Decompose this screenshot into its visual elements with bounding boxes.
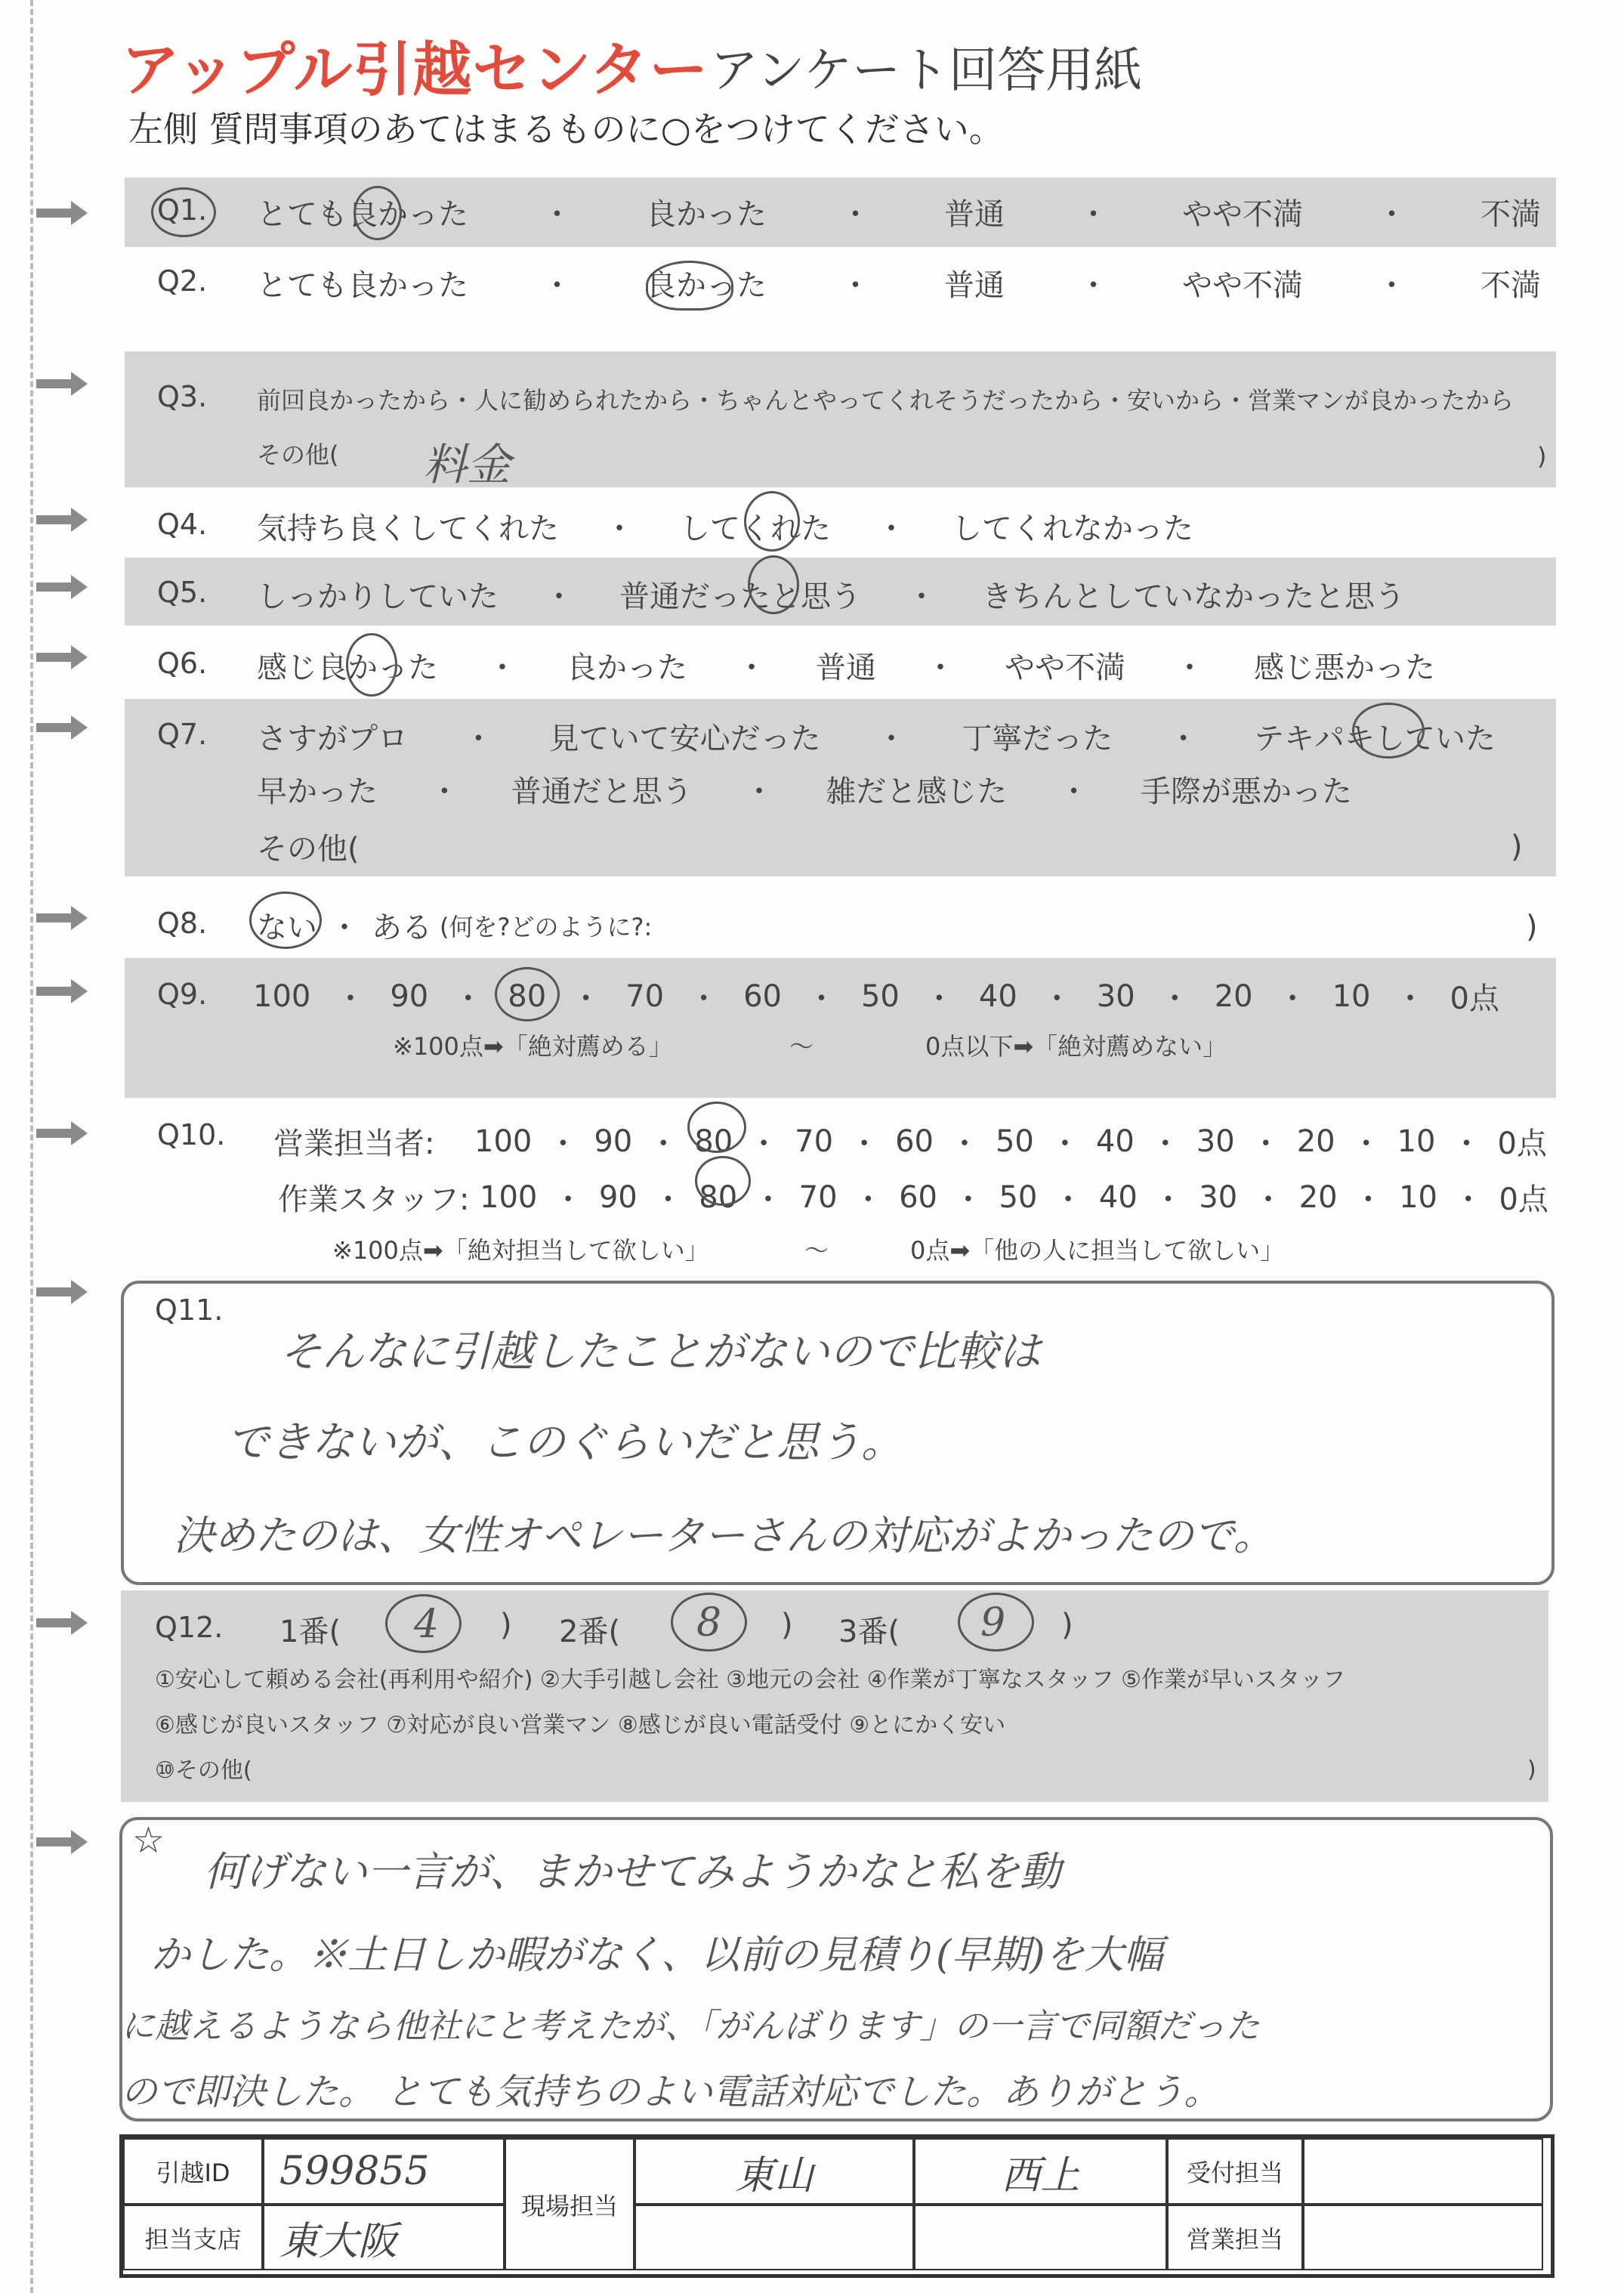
q10-staff-score[interactable]: 80	[699, 1179, 738, 1215]
q9-score[interactable]: 0点	[1450, 981, 1499, 1016]
q10-sales-score[interactable]: 60	[895, 1123, 934, 1159]
q10-sales-answer-mark	[687, 1102, 746, 1153]
q1-options: とても良かった ・ 良かった ・ 普通 ・ やや不満 ・ 不満	[257, 190, 1541, 233]
q9-scores: 100 ・ 90 ・ 80 ・ 70 ・ 60 ・ 50 ・ 40 ・ 30 ・ 20 ・ 10 ・ 0点	[253, 975, 1499, 1018]
arrow-marker	[36, 1827, 89, 1857]
q2-option[interactable]: とても良かった	[257, 268, 468, 303]
q6-options: 感じ良かった ・ 良かった ・ 普通 ・ やや不満 ・ 感じ悪かった	[257, 644, 1435, 687]
move-id-value[interactable]: 599855	[263, 2138, 505, 2205]
q10-sales-score[interactable]: 40	[1095, 1123, 1135, 1159]
q8-sep: ・	[329, 910, 360, 945]
comment-line: かした。※土日しか暇がなく、以前の見積り(早期)を大幅	[151, 1933, 1163, 1978]
q10-label: Q10.	[157, 1118, 226, 1151]
q12-rank3-label: 3番(	[838, 1615, 900, 1649]
q8-answer-mark	[249, 892, 322, 949]
arrow-marker	[36, 903, 89, 933]
q9-score[interactable]: 80	[508, 978, 547, 1014]
reception-label: 受付担当	[1167, 2138, 1303, 2205]
q8-option-none[interactable]: ない	[257, 910, 317, 945]
q10-sales-score[interactable]: 30	[1196, 1123, 1235, 1159]
q9-note-mid: 〜	[789, 1032, 814, 1061]
q12-rank3-mark	[958, 1593, 1034, 1652]
brand-title: アップル引越センター	[121, 36, 709, 104]
q2-option[interactable]: 良かった	[646, 268, 767, 303]
q9-score[interactable]: 100	[253, 978, 311, 1014]
q12-rank2-label: 2番(	[559, 1615, 621, 1649]
q10-staff-score[interactable]: 60	[899, 1179, 937, 1215]
q2-label: Q2.	[157, 264, 208, 298]
q12-label: Q12.	[155, 1611, 224, 1644]
q11-answer-line: 決めたのは、女性オペレーターさんの対応がよかったので。	[174, 1512, 1274, 1559]
q7-other-close: )	[1511, 830, 1523, 864]
arrow-marker	[36, 198, 89, 228]
q8-label: Q8.	[157, 907, 208, 940]
star-icon: ☆	[132, 1819, 165, 1862]
q7-options-line1: さすがプロ ・ 見ていて安心だった ・ 丁寧だった ・ テキパキしていた	[257, 715, 1496, 758]
q1-option[interactable]: 良かった	[646, 197, 767, 232]
q4-option[interactable]: してくれた	[680, 511, 831, 546]
site-staff-2[interactable]: 西上	[914, 2138, 1167, 2205]
arrow-marker	[36, 1277, 89, 1307]
q9-label: Q9.	[157, 978, 208, 1011]
arrow-marker	[36, 572, 89, 602]
q12-other-close: )	[1527, 1757, 1536, 1783]
q11-answer-line: そんなに引越したことがないので比較は	[279, 1327, 1041, 1377]
arrow-marker	[36, 505, 89, 535]
q9-score[interactable]: 40	[978, 978, 1017, 1014]
q1-option[interactable]: やや不満	[1182, 197, 1303, 232]
q4-option[interactable]: 気持ち良くしてくれた	[257, 511, 559, 546]
q7-other-label: その他(	[257, 832, 360, 867]
q5-option[interactable]: 普通だったと思う	[619, 579, 861, 614]
q9-note-right: 0点以下➡「絶対薦めない」	[925, 1032, 1227, 1061]
q9-score[interactable]: 60	[743, 978, 782, 1014]
q1-label-mark	[151, 187, 216, 237]
q9-score[interactable]: 30	[1096, 978, 1135, 1014]
q10-staff-scores: 100 ・ 90 ・ 80 ・ 70 ・ 60 ・ 50 ・ 40 ・ 30 ・ 20 ・ 10 ・ 0点	[480, 1176, 1548, 1219]
q8-prompt: (何を?どのように?:	[440, 912, 653, 941]
reception-value[interactable]	[1303, 2138, 1543, 2205]
site-staff-1-blank[interactable]	[634, 2205, 914, 2270]
q5-option[interactable]: しっかりしていた	[257, 579, 499, 614]
q10-note-left: ※100点➡「絶対担当して欲しい」	[332, 1236, 709, 1265]
q12-close: )	[500, 1608, 512, 1642]
arrow-marker	[36, 712, 89, 743]
q1-label: Q1.	[157, 193, 208, 227]
q7-label: Q7.	[157, 718, 208, 751]
q1-option[interactable]: 不満	[1480, 197, 1541, 232]
form-title: アンケート回答用紙	[710, 43, 1143, 99]
sales-value[interactable]	[1303, 2205, 1543, 2270]
q10-staff-score[interactable]: 40	[1098, 1179, 1138, 1215]
q5-label: Q5.	[157, 576, 208, 609]
q2-option[interactable]: 不満	[1480, 268, 1541, 303]
q3-other-close: )	[1537, 442, 1547, 471]
q10-staff-label: 作業スタッフ:	[278, 1182, 470, 1217]
q6-label: Q6.	[157, 647, 208, 680]
q1-answer-mark	[354, 186, 402, 240]
q7-option[interactable]: 普通だと思う	[511, 774, 693, 809]
q7-option[interactable]: テキパキしていた	[1253, 722, 1496, 756]
q2-options: とても良かった ・ 良かった ・ 普通 ・ やや不満 ・ 不満	[257, 261, 1541, 304]
q6-option[interactable]: 感じ悪かった	[1254, 651, 1435, 685]
q6-option[interactable]: 普通	[816, 651, 876, 685]
q6-answer-mark	[346, 633, 397, 697]
q10-sales-scores: 100 ・ 90 ・ 80 ・ 70 ・ 60 ・ 50 ・ 40 ・ 30 ・ 20 ・ 10 ・ 0点	[474, 1120, 1547, 1163]
q9-score[interactable]: 10	[1332, 978, 1371, 1014]
q6-option[interactable]: やや不満	[1005, 651, 1125, 685]
move-id-label: 引越ID	[123, 2138, 263, 2205]
q1-option[interactable]: 普通	[944, 197, 1005, 232]
q12-close: )	[1061, 1608, 1073, 1642]
site-staff-2-blank[interactable]	[914, 2205, 1167, 2270]
site-staff-label: 現場担当	[505, 2138, 634, 2270]
q4-answer-mark	[744, 491, 800, 552]
q10-staff-score[interactable]: 100	[480, 1179, 538, 1215]
q7-options-line2: 早かった ・ 普通だと思う ・ 雑だと感じた ・ 手際が悪かった	[257, 768, 1352, 811]
instruction: 左側 質問事項のあてはまるものに○をつけてください。	[128, 109, 1004, 150]
q12-rank1-label: 1番(	[279, 1615, 341, 1649]
q10-staff-score[interactable]: 20	[1298, 1179, 1338, 1215]
q3-band	[125, 351, 1556, 487]
q7-option[interactable]: 見ていて安心だった	[548, 722, 821, 756]
q12-rank2-mark	[671, 1593, 747, 1652]
q10-sales-score[interactable]: 20	[1296, 1123, 1335, 1159]
q10-sales-score[interactable]: 0点	[1497, 1126, 1547, 1161]
q12-rank3-value[interactable]: 9	[980, 1600, 1006, 1646]
q10-sales-score[interactable]: 70	[795, 1123, 834, 1159]
arrow-marker	[36, 369, 89, 399]
arrow-marker	[36, 642, 89, 672]
q10-sales-score[interactable]: 100	[474, 1123, 533, 1159]
branch-value[interactable]: 東大阪	[263, 2205, 505, 2270]
q12-choices-line2: ⑥感じが良いスタッフ ⑦対応が良い営業マン ⑧感じが良い電話受付 ⑨とにかく安い	[155, 1712, 1006, 1738]
office-use-table	[119, 2134, 1555, 2278]
q12-other-label: ⑩その他(	[155, 1757, 252, 1784]
q2-option[interactable]: やや不満	[1182, 268, 1303, 303]
q3-options: 前回良かったから・人に勧められたから・ちゃんとやってくれそうだったから・安いから・営業マンが良かったから	[257, 386, 1514, 415]
q4-label: Q4.	[157, 508, 208, 541]
q9-score[interactable]: 70	[625, 978, 665, 1014]
q3-other-label: その他(	[257, 440, 339, 469]
q1-option[interactable]: とても良かった	[257, 197, 468, 232]
q7-option[interactable]: 雑だと感じた	[826, 774, 1008, 809]
q7-option[interactable]: 丁寧だった	[962, 722, 1113, 756]
q10-staff-answer-mark	[695, 1156, 751, 1206]
q12-rank1-value[interactable]: 4	[414, 1602, 440, 1647]
q4-option[interactable]: してくれなかった	[952, 511, 1193, 546]
q9-score[interactable]: 20	[1214, 978, 1253, 1014]
q9-score[interactable]: 90	[390, 978, 429, 1014]
q10-note-right: 0点➡「他の人に担当して欲しい」	[910, 1236, 1285, 1265]
q5-option[interactable]: きちんとしていなかったと思う	[982, 579, 1405, 614]
sales-label: 営業担当	[1167, 2205, 1303, 2270]
comment-line: に越えるようなら他社にと考えたが、「がんばります」の一言で同額だった	[121, 2006, 1260, 2046]
q6-option[interactable]: 感じ良かった	[257, 651, 438, 685]
q10-staff-score[interactable]: 0点	[1499, 1182, 1548, 1217]
comment-line: ので即決した。 とても気持ちのよい電話対応でした。ありがとう。	[121, 2071, 1221, 2113]
q10-sales-score[interactable]: 90	[594, 1123, 633, 1159]
q10-staff-score[interactable]: 90	[598, 1179, 638, 1215]
q10-sales-score[interactable]: 10	[1397, 1123, 1436, 1159]
q12-rank1-mark	[385, 1594, 462, 1653]
q3-label: Q3.	[157, 380, 208, 413]
arrow-marker	[36, 1608, 89, 1638]
q2-option[interactable]: 普通	[944, 268, 1005, 303]
q4-options: 気持ち良くしてくれた ・ してくれた ・ してくれなかった	[257, 505, 1193, 548]
q6-option[interactable]: 良かった	[567, 651, 687, 685]
q7-option[interactable]: 早かった	[257, 774, 378, 809]
q2-answer-mark	[646, 261, 733, 311]
q8-close: )	[1526, 910, 1538, 944]
q10-staff-score[interactable]: 10	[1399, 1179, 1438, 1215]
branch-label: 担当支店	[123, 2205, 263, 2270]
q10-staff-score[interactable]: 50	[999, 1179, 1038, 1215]
q7-answer-mark	[1352, 703, 1425, 759]
q12-close: )	[781, 1608, 793, 1642]
q12-rank2-value[interactable]: 8	[696, 1600, 722, 1646]
q10-sales-score[interactable]: 50	[995, 1123, 1034, 1159]
site-staff-1[interactable]: 東山	[634, 2138, 914, 2205]
q11-label: Q11.	[155, 1293, 224, 1327]
q9-answer-mark	[495, 967, 560, 1021]
q12-choices-line1: ①安心して頼める会社(再利用や紹介) ②大手引越し会社 ③地元の会社 ④作業が丁寧なスタッフ ⑤作業が早いスタッフ	[155, 1667, 1346, 1693]
q10-sales-label: 営業担当者:	[273, 1126, 435, 1161]
arrow-marker	[36, 1118, 89, 1148]
comment-line: 何げない一言が、まかせてみようかなと私を動	[204, 1848, 1061, 1896]
q7-option[interactable]: さすがプロ	[257, 722, 408, 756]
q9-note-left: ※100点➡「絶対薦める」	[393, 1032, 673, 1061]
q8-option-some[interactable]: ある	[372, 910, 432, 945]
q11-answer-line: できないが、このぐらいだと思う。	[227, 1418, 903, 1467]
q10-note-mid: 〜	[804, 1236, 829, 1265]
arrow-marker	[36, 976, 89, 1006]
q5-options: しっかりしていた ・ 普通だったと思う ・ きちんとしていなかったと思う	[257, 573, 1405, 616]
q5-answer-mark	[748, 555, 799, 614]
q3-other-answer[interactable]: 料金	[423, 439, 511, 490]
q10-sales-score[interactable]: 80	[694, 1123, 733, 1159]
q7-option[interactable]: 手際が悪かった	[1140, 774, 1352, 809]
q10-staff-score[interactable]: 70	[798, 1179, 838, 1215]
q9-score[interactable]: 50	[860, 978, 900, 1014]
q10-staff-score[interactable]: 30	[1199, 1179, 1238, 1215]
